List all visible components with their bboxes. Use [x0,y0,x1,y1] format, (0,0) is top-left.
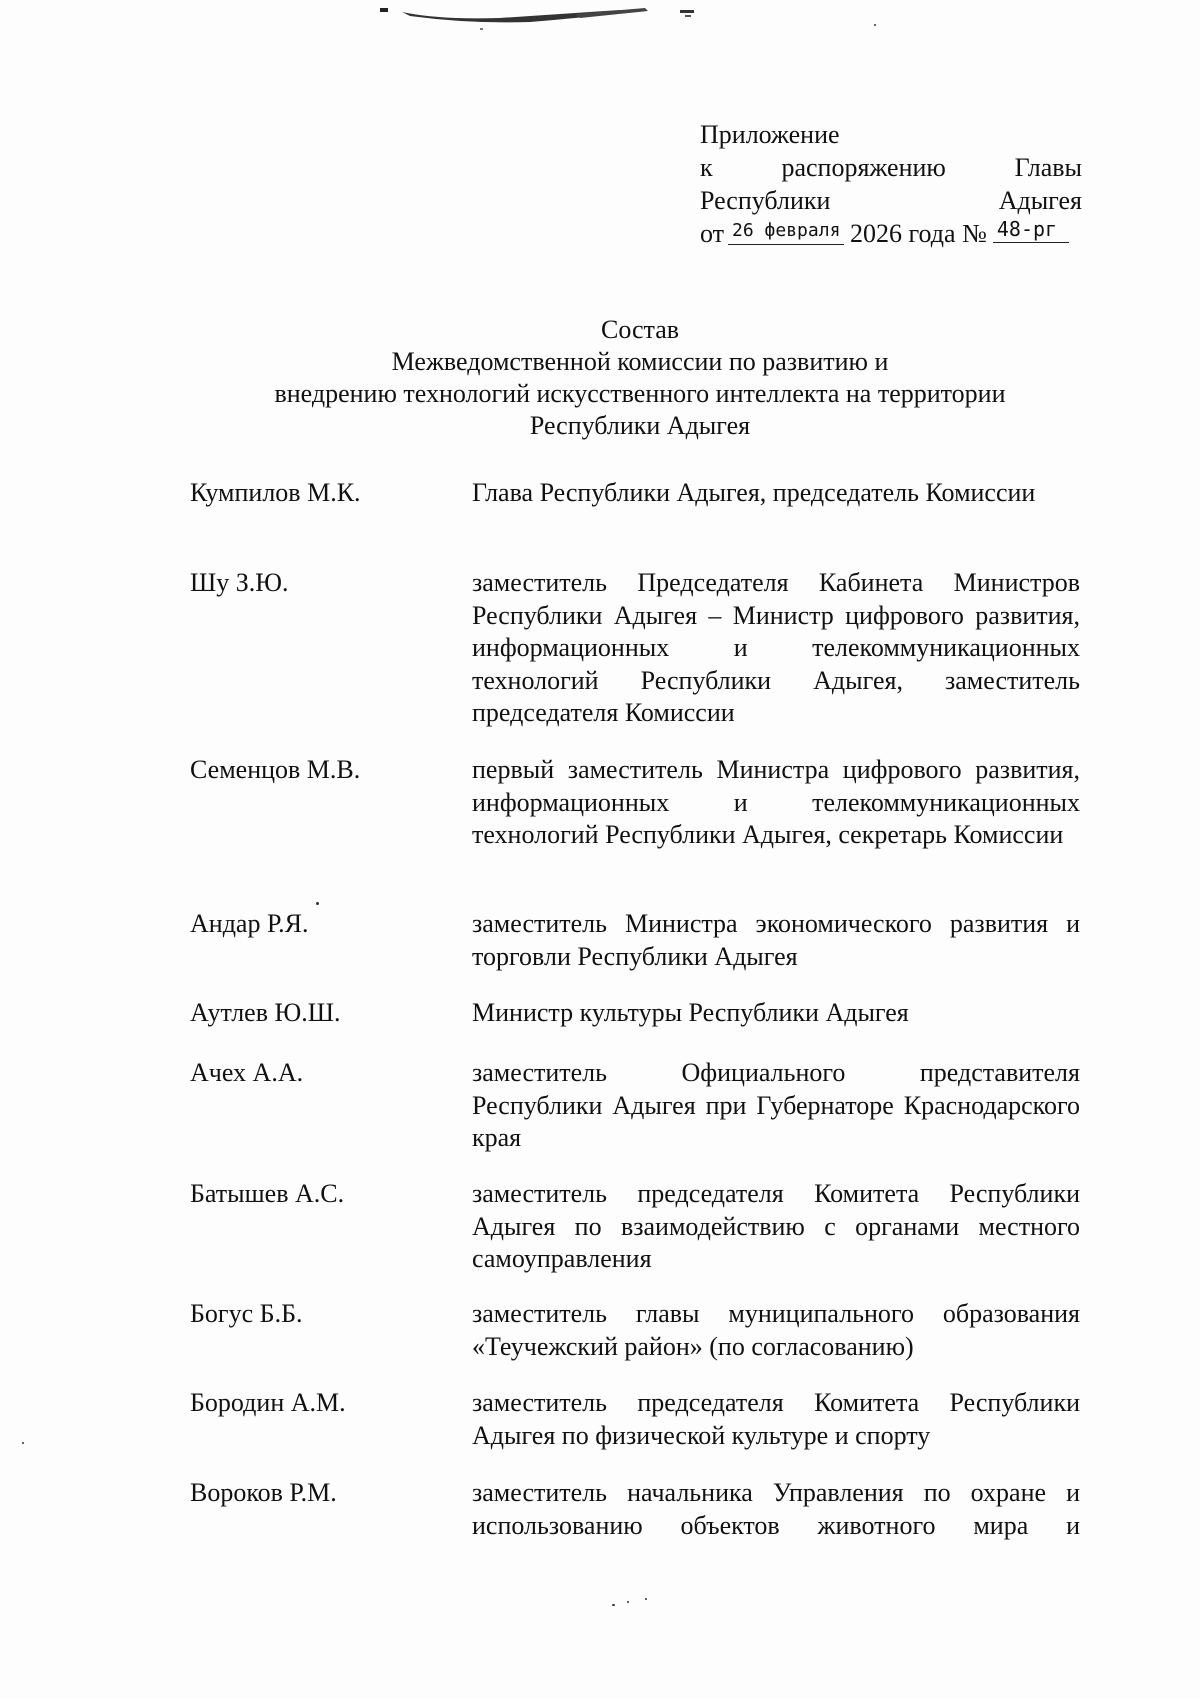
member-role: заместитель главы муниципального образования «Теучежский район» (по согласованию) [472,1299,1080,1361]
member-role: заместитель Официального представителя Республики Адыгея при Губернаторе Краснодарского края [472,1058,1080,1152]
member-name: Ачех А.А. [190,1058,304,1087]
title-line-2: Межведомственной комиссии по развитию и [391,347,889,376]
scan-speck [612,1604,615,1606]
handwritten-number: 48-рг [993,216,1069,243]
member-name: Бородин А.М. [190,1388,346,1417]
member-name: Шу З.Ю. [190,568,289,597]
title-line-1: Состав [600,315,680,344]
approval-line-3 [700,184,1082,217]
member-role: первый заместитель Министра цифрового развития, информационных и телекоммуникационных технологий Республики Адыгея, секретарь Комиссии [472,755,1080,849]
member-name: Андар Р.Я. [190,909,309,938]
member-role: Глава Республики Адыгея, председатель Комиссии [472,478,1036,507]
title-line-4: Республики Адыгея [529,411,751,440]
member-name: Кумпилов М.К. [190,478,361,507]
member-role: Министр культуры Республики Адыгея [472,998,909,1027]
document-title [160,314,1120,442]
approval-adygea: Адыгея [998,186,1082,215]
member-name: Семенцов М.В. [190,755,361,784]
approval-heading: Приложение [700,120,840,149]
member-role: заместитель председателя Комитета Республики Адыгея по физической культуре и спорту [472,1388,1080,1450]
handwritten-date: 26 февраля [728,218,844,245]
member-role: заместитель председателя Комитета Республики Адыгея по взаимодействию с органами местного самоуправления [472,1179,1080,1273]
approval-date-line [700,217,1082,251]
date-prefix: от [700,219,725,248]
member-name: Аутлев Ю.Ш. [190,998,341,1027]
member-name: Вороков Р.М. [190,1478,337,1507]
approval-to: к [700,153,713,182]
approval-order: распоряжению [781,153,946,182]
date-year: 2026 года № [850,219,987,248]
scan-speck [22,1442,24,1444]
member-role: заместитель начальника Управления по охране и использованию объектов животного мира и [472,1478,1080,1540]
title-line-3: внедрению технологий искусственного интеллекта на территории [274,379,1006,408]
scan-speck [627,1601,629,1603]
scan-speck [645,1598,647,1600]
member-role: заместитель Председателя Кабинета Министров Республики Адыгея – Министр цифрового развития, информационных и телекоммуникационных технологий Республики Адыгея, заместитель председателя Комиссии [472,568,1080,727]
member-name: Богус Б.Б. [190,1299,303,1328]
member-role: заместитель Министра экономического развития и торговли Республики Адыгея [472,909,1080,971]
scan-speck [874,24,876,26]
approval-head: Главы [1014,153,1082,182]
scan-artifact [380,4,760,34]
approval-line-2 [700,151,1082,184]
member-name: Батышев А.С. [190,1179,345,1208]
approval-republic: Республики [700,186,831,215]
scan-speck [316,902,319,905]
approval-block [700,118,1082,251]
